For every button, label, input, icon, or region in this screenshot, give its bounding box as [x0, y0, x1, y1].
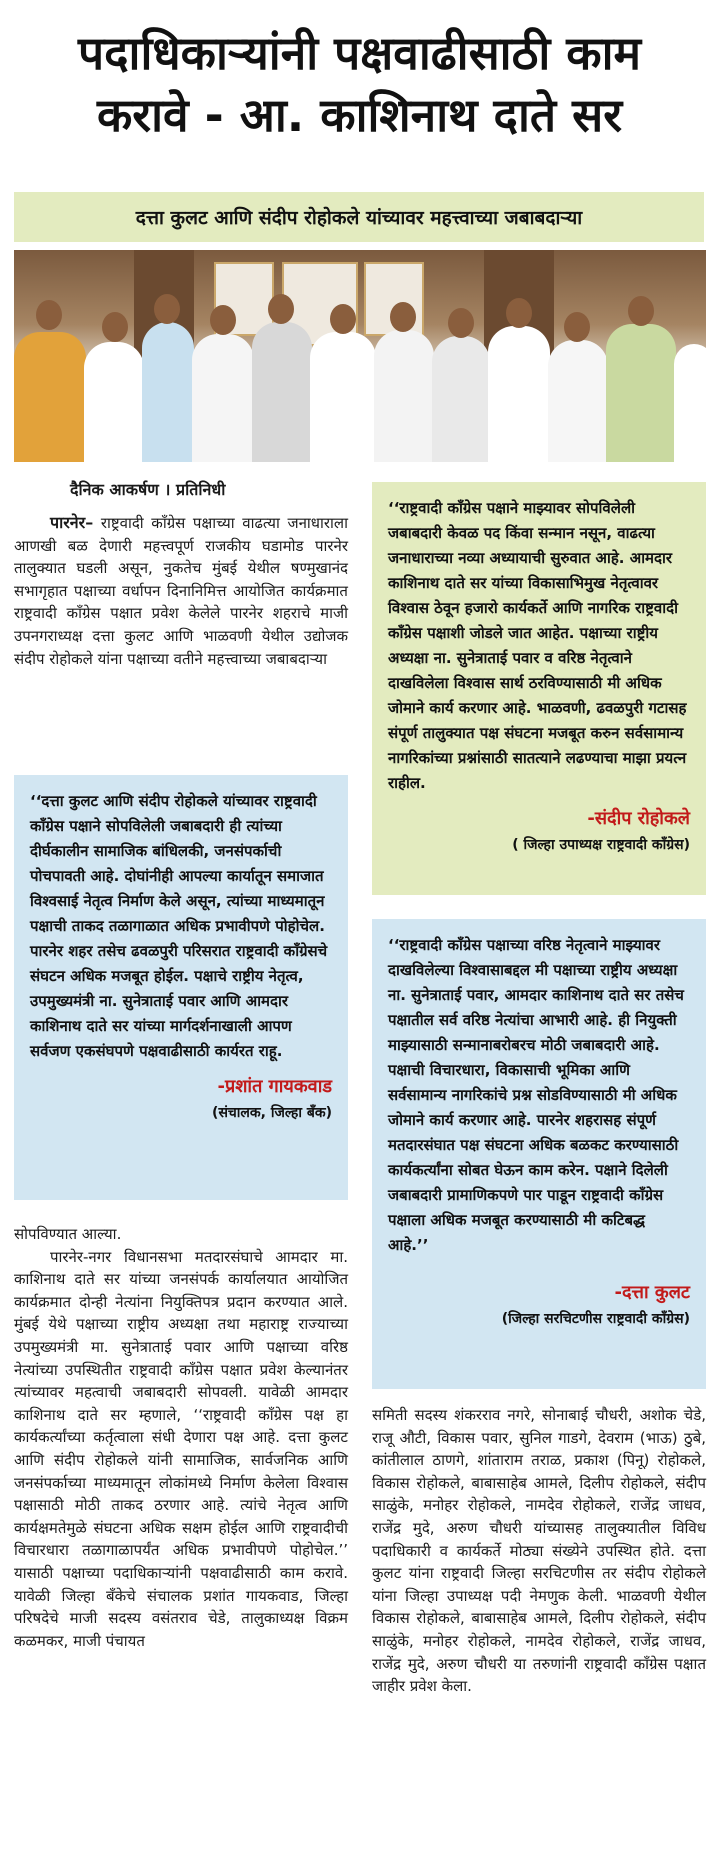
person — [674, 344, 706, 462]
subheadline — [14, 192, 704, 242]
quote-author: -संदीप रोहोकले — [587, 808, 690, 829]
article-body-right — [372, 1404, 706, 1698]
person-head — [448, 308, 474, 338]
person-head — [268, 294, 294, 324]
person — [192, 334, 254, 462]
person-head — [102, 312, 128, 342]
quote-box-sandeep — [372, 482, 706, 895]
person — [548, 340, 608, 462]
article-para-3: पारनेर-नगर विधानसभा मतदारसंघाचे आमदार मा. काशिनाथ दाते सर यांच्या जनसंपर्क कार्यालयात आयोजित कार्यक्रमात दोन्ही नेत्यांना नियुक्तिपत्र प्रदान करण्यात आले. मुंबई येथे पक्षाच्या राष्ट्रीय अध्यक्षा तथा महाराष्ट्र राज्याच्या उपमुख्यमंत्री मा. सुनेत्राताई पवार आणि पक्षाच्या वरिष्ठ नेत्यांच्या उपस्थितीत राष्ट्रवादी काँग्रेस पक्षात प्रवेश केल्यानंतर त्यांच्यावर महत्वाची जबाबदारी सोपवली. यावेळी आमदार काशिनाथ दाते सर म्हणाले, ‘‘राष्ट्रवादी काँग्रेस पक्ष हा कार्यकर्त्यांच्या कर्तृत्वाला संधी देणारा पक्ष आहे. दत्ता कुलट आणि संदीप रोहोकले यांनी सामाजिक, सार्वजनिक आणि जनसंपर्काच्या माध्यमातून लोकांमध्ये निर्माण केलेला विश्वास पक्षासाठी मोठी ताकद ठरणार आहे. त्यांचे नेतृत्व आणि कार्यक्षमतेमुळे संघटना अधिक सक्षम होईल आणि राष्ट्रवादीची विचारधारा तळागाळापर्यंत अधिक प्रभावीपणे पोहोचेल.’’ यासाठी पक्षाच्या पदाधिकाऱ्यांनी पक्षवाढीसाठी काम करावे. यावेळी जिल्हा बँकेचे संचालक प्रशांत गायकवाड, जिल्हा परिषदेचे माजी सदस्य वसंतराव चेडे, तालुकाध्यक्ष विक्रम कळमकर, माजी पंचायत — [14, 1247, 348, 1650]
person — [252, 322, 312, 462]
person-head — [564, 312, 590, 342]
article-para-2: सोपविण्यात आल्या. — [14, 1225, 122, 1243]
person-head — [36, 300, 62, 330]
quote-author-role: (जिल्हा सरचिटणीस राष्ट्रवादी काँग्रेस) — [501, 1311, 690, 1327]
quote-text: ‘‘राष्ट्रवादी काँग्रेस पक्षाच्या वरिष्ठ नेतृत्वाने माझ्यावर दाखविलेल्या विश्वासाबद्दल मी पक्षाच्या राष्ट्रीय अध्यक्षा ना. सुनेत्राताई पवार, आमदार काशिनाथ दाते सर तसेच पक्षातील सर्व वरिष्ठ नेत्यांचा आभारी आहे. ही नियुक्ती माझ्यासाठी सन्मानाबरोबरच मोठी जबाबदारी आहे. पक्षाची विचारधारा, विकासाची भूमिका आणि सर्वसामान्य नागरिकांचे प्रश्न सोडविण्यासाठी मी अधिक जोमाने कार्य करणार आहे. पारनेर शहरासह संपूर्ण मतदारसंघात पक्ष संघटना अधिक बळकट करण्यासाठी कार्यकर्त्यांना सोबत घेऊन काम करेन. पक्षाने दिलेली जबाबदारी प्रामाणिकपणे पार पाडून राष्ट्रवादी काँग्रेस पक्षाला अधिक मजबूत करण्यासाठी मी कटिबद्ध आहे.’’ — [388, 936, 684, 1254]
person — [142, 322, 194, 462]
quote-author: -प्रशांत गायकवाड — [217, 1076, 332, 1097]
person — [488, 326, 550, 462]
headline — [10, 22, 709, 146]
person — [14, 332, 86, 462]
person-head — [628, 296, 654, 326]
headline-line-2: करावे - आ. काशिनाथ दाते सर — [96, 88, 623, 142]
person — [310, 332, 376, 462]
headline-line-1: पदाधिकाऱ्यांनी पक्षवाढीसाठी काम — [77, 26, 641, 80]
subheadline-text: दत्ता कुलट आणि संदीप रोहोकले यांच्यावर महत्त्वाच्या जबाबदाऱ्या — [135, 207, 583, 229]
quote-author-role: (संचालक, जिल्हा बँक) — [212, 1105, 332, 1121]
quote-text: ‘‘राष्ट्रवादी काँग्रेस पक्षाने माझ्यावर सोपविलेली जबाबदारी केवळ पद किंवा सन्मान नसून, वाढत्या जनाधाराच्या नव्या अध्यायाची सुरुवात आहे. आमदार काशिनाथ दाते सर यांच्या विकासाभिमुख नेतृत्वावर विश्वास ठेवून हजारो कार्यकर्ते आणि नागरिक राष्ट्रवादी काँग्रेस पक्षाशी जोडले जात आहेत. पक्षाच्या राष्ट्रीय अध्यक्षा ना. सुनेत्राताई पवार व वरिष्ठ नेतृत्वाने दाखविलेला विश्वास सार्थ ठरविण्यासाठी मी अधिक जोमाने कार्य करणार आहे. भाळवणी, ढवळपुरी गटासह संपूर्ण तालुक्यात पक्ष संघटना मजबूत करुन सर्वसामान्य नागरिकांच्या प्रश्नांसाठी सातत्याने लढण्याचा माझा प्रयत्न राहील. — [388, 499, 687, 792]
dateline: पारनेर– — [50, 513, 94, 532]
quote-author-role: ( जिल्हा उपाध्यक्ष राष्ट्रवादी काँग्रेस) — [512, 837, 690, 853]
person-head — [210, 305, 236, 335]
person — [606, 324, 676, 462]
person-head — [506, 298, 532, 328]
quote-box-prashant — [14, 775, 348, 1200]
quote-text: ‘‘दत्ता कुलट आणि संदीप रोहोकले यांच्यावर राष्ट्रवादी काँग्रेस पक्षाने सोपविलेली जबाबदारी ही त्यांच्या दीर्घकालीन सामाजिक बांधिलकी, जनसंपर्काची पोचपावती आहे. दोघांनीही आपल्या कार्यातून समाजात विश्वसाई नेतृत्व निर्माण केले असून, त्यांच्या माध्यमातून पक्षाची ताकद तळागाळात अधिक प्रभावीपणे पोहोचेल. पारनेर शहर तसेच ढवळपुरी परिसरात राष्ट्रवादी काँग्रेसचे संघटन अधिक मजबूत होईल. पक्षाचे राष्ट्रीय नेतृत्व, उपमुख्यमंत्री ना. सुनेत्राताई पवार आणि आमदार काशिनाथ दाते सर यांच्या मार्गदर्शनाखाली आपण सर्वजण एकसंघपणे पक्षवाढीसाठी कार्यरत राहू. — [30, 792, 328, 1060]
article-body-left — [14, 1223, 348, 1652]
person — [432, 336, 490, 462]
person — [374, 330, 434, 462]
person-head — [390, 302, 416, 332]
person — [84, 342, 144, 462]
byline: दैनिक आकर्षण । प्रतिनिधी — [70, 480, 226, 499]
person-head — [154, 294, 180, 324]
article-intro — [14, 512, 348, 670]
quote-author: -दत्ता कुलट — [614, 1282, 690, 1303]
person-head — [330, 304, 356, 334]
group-photo — [14, 250, 706, 462]
article-para-4: समिती सदस्य शंकरराव नगरे, सोनाबाई चौधरी, अशोक चेडे, राजू औटी, विकास पवार, सुनिल गाडगे, देवराम (भाऊ) ठुबे, कांतीलाल ठाणगे, शांताराम तराळ, प्रकाश (पिनू) रोहोकले, विकास रोहोकले, बाबासाहेब आमले, दिलीप रोहोकले, संदीप साळुंके, मनोहर रोहोकले, नामदेव रोहोकले, राजेंद्र जाधव, राजेंद्र मुदे, अरुण चौधरी यांच्यासह तालुक्यातील विविध पदाधिकारी व कार्यकर्ते मोठ्या संख्येने उपस्थित होते. दत्ता कुलट यांना राष्ट्रवादी जिल्हा सरचिटणीस तर संदीप रोहोकले यांना जिल्हा उपाध्यक्ष पदी नेमणुक केली. भाळवणी येथील विकास रोहोकले, बाबासाहेब आमले, दिलीप रोहोकले, संदीप साळुंके, मनोहर रोहोकले, नामदेव रोहोकले, राजेंद्र जाधव, राजेंद्र मुदे, अरुण चौधरी या तरुणांनी राष्ट्रवादी काँग्रेस पक्षात जाहीर प्रवेश केला. — [372, 1406, 706, 1696]
quote-box-datta — [372, 919, 706, 1389]
article-para-1: राष्ट्रवादी काँग्रेस पक्षाच्या वाढत्या जनाधाराला आणखी बळ देणारी महत्त्वपूर्ण राजकीय घडामोड पारनेर तालुक्यात घडली असून, नुकतेच मुंबई येथील षण्मुखानंद सभागृहात पक्षाच्या वर्धापन दिनानिमित्त आयोजित कार्यक्रमात राष्ट्रवादी काँग्रेस पक्षात प्रवेश केलेले पारनेर शहराचे माजी उपनगराध्यक्ष दत्ता कुलट आणि भाळवणी येथील उद्योजक संदीप रोहोकले यांना पक्षाच्या वतीने महत्त्वाच्या जबाबदाऱ्या — [14, 514, 348, 668]
